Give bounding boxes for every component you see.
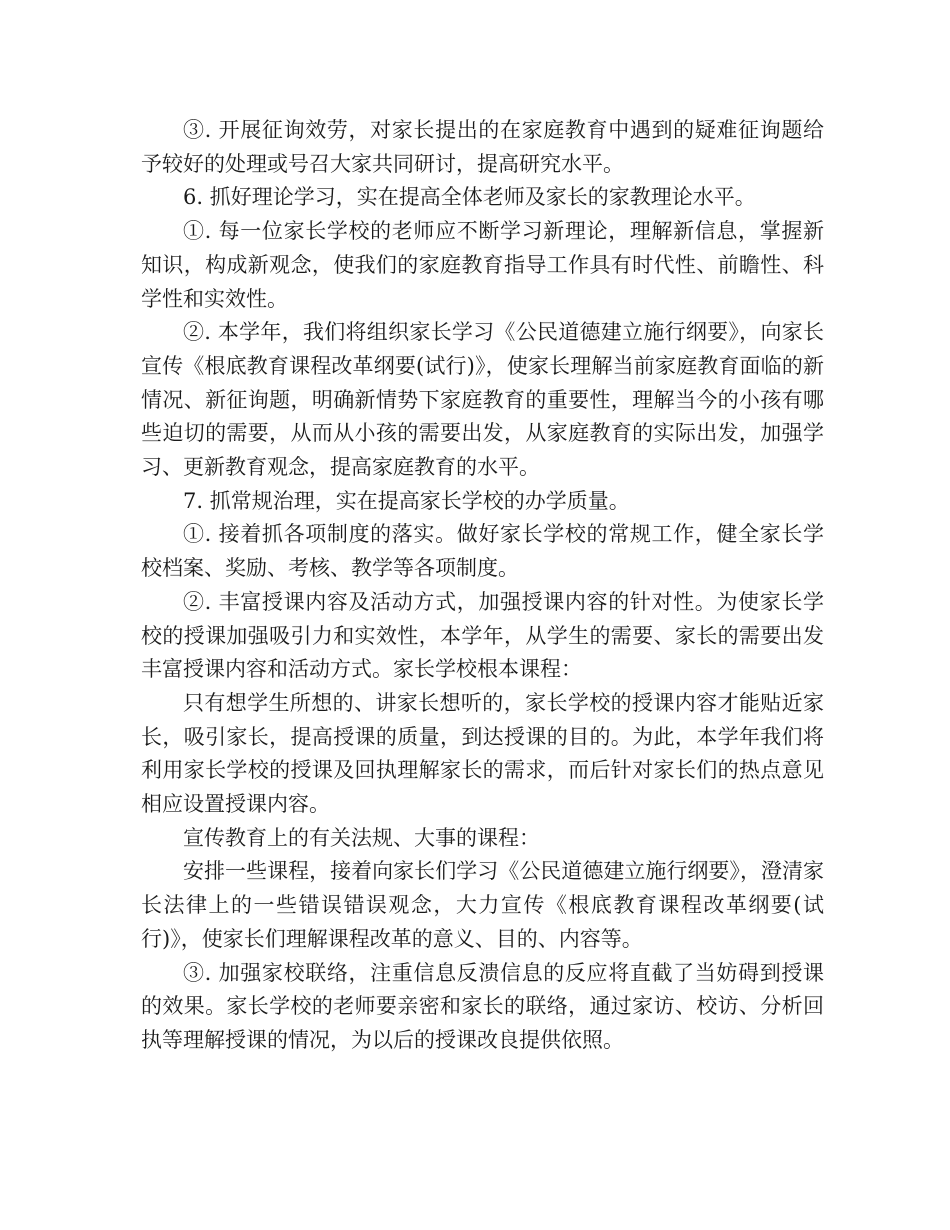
paragraph-text: ③. 开展征询效劳，对家长提出的在家庭教育中遇到的疑难征询题给予较好的处理或号召大家共同研讨，提高研究水平。: [141, 118, 824, 176]
paragraph-consultation-service: [141, 114, 824, 181]
paragraph-heading-routine-management: [141, 485, 824, 519]
paragraph-text: ②. 丰富授课内容及活动方式，加强授课内容的针对性。为使家长学校的授课加强吸引力和实效性，本学年，从学生的需要、家长的需要出发丰富授课内容和活动方式。家长学校根本课程：: [141, 589, 824, 682]
paragraph-teacher-learning: [141, 215, 824, 316]
paragraph-text: ③. 加强家校联络，注重信息反溃信息的反应将直截了当妨碍到授课的效果。家长学校的老师要亲密和家长的联络，通过家访、校访、分析回执等理解授课的情况，为以后的授课改良提供依照。: [141, 960, 824, 1052]
paragraph-text: 7. 抓常规治理，实在提高家长学校的办学质量。: [183, 488, 630, 513]
paragraph-system-implementation: [141, 518, 824, 585]
paragraph-law-courses-heading: [141, 822, 824, 856]
paragraph-enrich-content: [141, 586, 824, 687]
document-body: [141, 114, 824, 1058]
paragraph-text: ①. 每一位家长学校的老师应不断学习新理论，理解新信息，掌握新知识，构成新观念，使我们的家庭教育指导工作具有时代性、前瞻性、科学性和实效性。: [141, 219, 824, 311]
paragraph-arrange-courses: [141, 855, 824, 956]
paragraph-text: 6. 抓好理论学习，实在提高全体老师及家长的家教理论水平。: [183, 185, 756, 210]
paragraph-parent-needs: [141, 687, 824, 822]
paragraph-text: ①. 接着抓各项制度的落实。做好家长学校的常规工作，健全家长学校档案、奖励、考核、教学等各项制度。: [141, 522, 824, 581]
paragraph-text: 只有想学生所想的、讲家长想听的，家长学校的授课内容才能贴近家长，吸引家长，提高授课的质量，到达授课的目的。为此，本学年我们将利用家长学校的授课及回执理解家长的需求，而后针对家长们的热点意见相应设置授课内容。: [141, 690, 824, 817]
paragraph-home-school-contact: [141, 957, 824, 1058]
paragraph-text: 宣传教育上的有关法规、大事的课程：: [183, 825, 540, 850]
paragraph-text: ②. 本学年，我们将组织家长学习《公民道德建立施行纲要》，向家长宣传《根底教育课程改革纲要(试行)》，使家长理解当前家庭教育面临的新情况、新征询题，明确新情势下家庭教育的重要性，理解当今的小孩有哪些迫切的需要，从而从小孩的需要出发，从家庭教育的实际出发，加强学习、更新教育观念，提高家庭教育的水平。: [141, 320, 824, 480]
paragraph-heading-theory-study: [141, 181, 824, 215]
paragraph-parent-study-plan: [141, 316, 824, 485]
paragraph-text: 安排一些课程，接着向家长们学习《公民道德建立施行纲要》，澄清家长法律上的一些错误错误观念，大力宣传《根底教育课程改革纲要(试行)》，使家长们理解课程改革的意义、目的、内容等。: [141, 859, 824, 951]
